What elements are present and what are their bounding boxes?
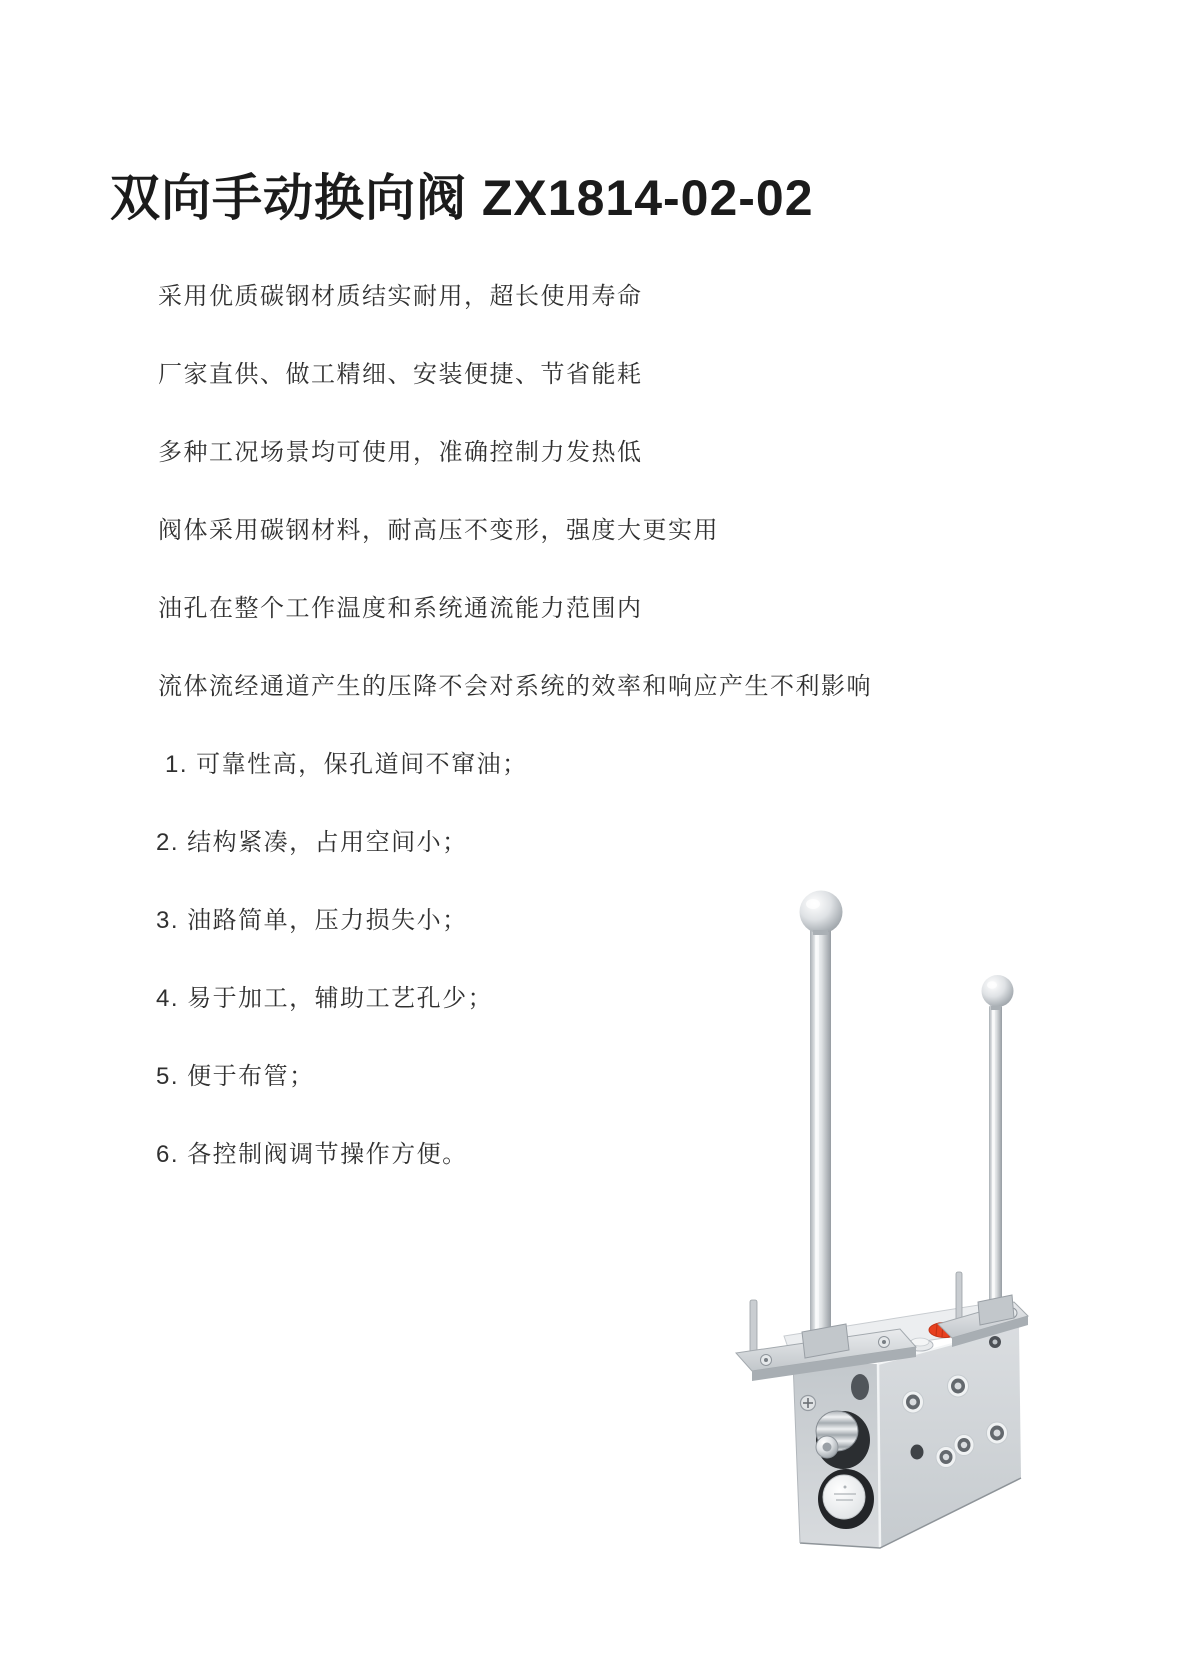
feature-line-6: 流体流经通道产生的压降不会对系统的效率和响应产生不利影响 xyxy=(158,673,872,700)
left-lever xyxy=(800,891,843,1353)
advantage-item-5: 5. 便于布管； xyxy=(156,1063,315,1090)
feature-line-4: 阀体采用碳钢材料，耐高压不变形，强度大更实用 xyxy=(158,517,719,544)
small-top-screw xyxy=(989,1336,1001,1348)
threaded-port xyxy=(816,1411,870,1469)
bottom-cap xyxy=(818,1469,874,1529)
right-lever xyxy=(982,975,1014,1312)
page-title: 双向手动换向阀 ZX1814-02-02 xyxy=(110,170,814,226)
advantage-item-4: 4. 易于加工，辅助工艺孔少； xyxy=(156,985,494,1012)
advantage-item-1: 1. 可靠性高，保孔道间不窜油； xyxy=(165,751,528,778)
phillips-screw xyxy=(801,1396,816,1411)
feature-line-3: 多种工况场景均可使用，准确控制力发热低 xyxy=(158,439,643,466)
valve-illustration xyxy=(690,840,1030,1570)
product-photo-valve xyxy=(690,840,1030,1570)
feature-line-5: 油孔在整个工作温度和系统通流能力范围内 xyxy=(158,595,643,622)
feature-line-2: 厂家直供、做工精细、安装便捷、节省能耗 xyxy=(158,361,643,388)
side-recess-hole xyxy=(851,1374,869,1400)
advantage-item-3: 3. 油路简单，压力损失小； xyxy=(156,907,468,934)
advantage-item-6: 6. 各控制阀调节操作方便。 xyxy=(156,1141,468,1168)
advantage-item-2: 2. 结构紧凑，占用空间小； xyxy=(156,829,468,856)
drain-hole xyxy=(911,1445,924,1460)
feature-line-1: 采用优质碳钢材质结实耐用，超长使用寿命 xyxy=(158,283,643,310)
